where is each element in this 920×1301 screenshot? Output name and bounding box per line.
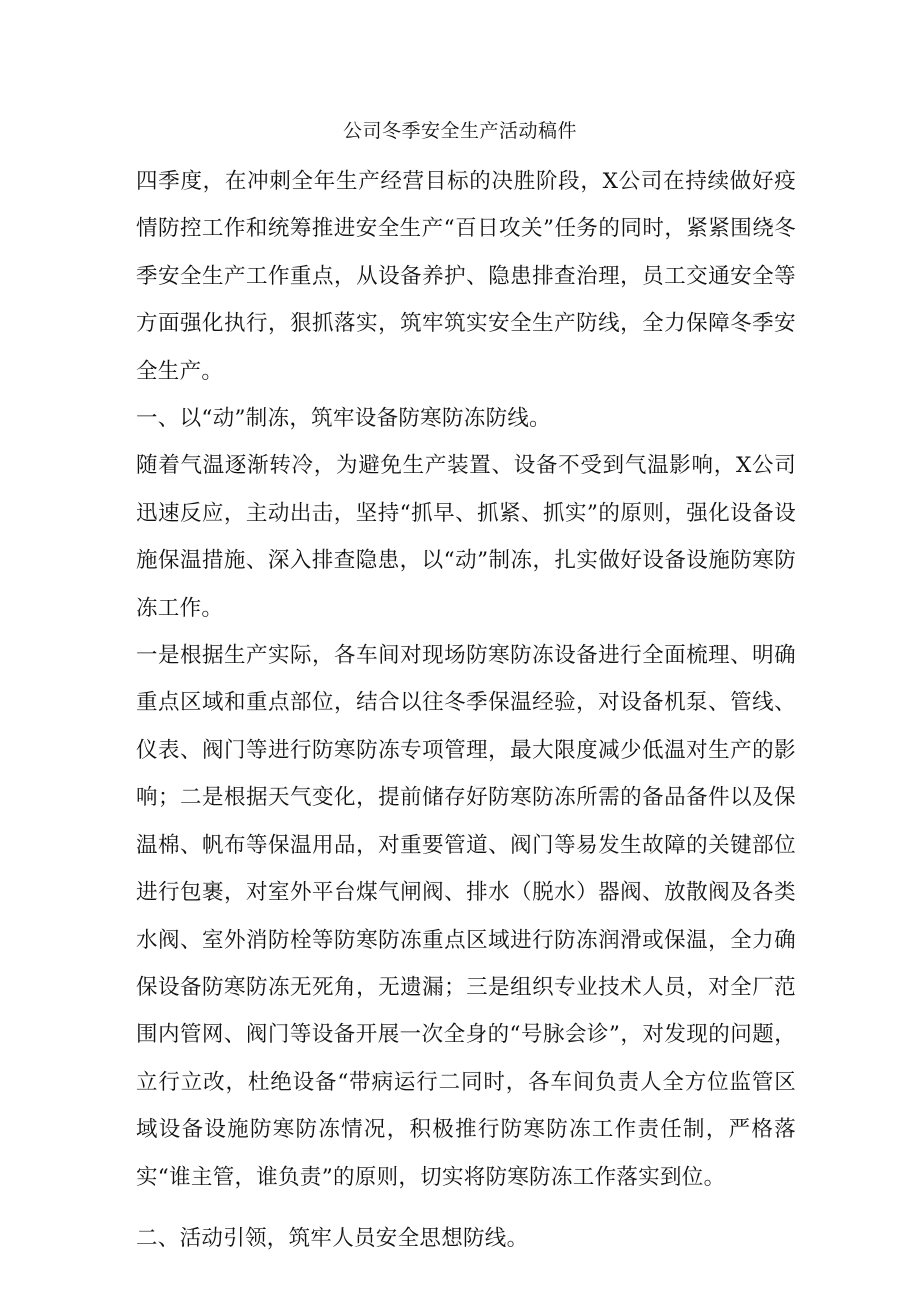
section-one-paragraph: 随着气温逐渐转冷，为避免生产装置、设备不受到气温影响，X公司迅速反应，主动出击，坚持“抓早、抓紧、抓实”的原则，强化设备设施保温措施、深入排查隐患，以“动”制冻，扎实做好设备设施防寒防冻工作。 <box>136 453 796 621</box>
section-two-heading: 二、活动引领，筑牢人员安全思想防线。 <box>136 1225 529 1251</box>
section-one-heading: 一、以“动”制冻，筑牢设备防寒防冻防线。 <box>136 406 551 432</box>
document-title: 公司冬季安全生产活动稿件 <box>342 120 577 142</box>
intro-paragraph: 四季度，在冲刺全年生产经营目标的决胜阶段，X公司在持续做好疫情防控工作和统筹推进安全生产“百日攻关”任务的同时，紧紧围绕冬季安全生产工作重点，从设备养护、隐患排查治理，员工交通安全等方面强化执行，狠抓落实，筑牢筑实安全生产防线，全力保障冬季安全生产。 <box>136 169 796 384</box>
measures-paragraph: 一是根据生产实际，各车间对现场防寒防冻设备进行全面梳理、明确重点区域和重点部位，结合以往冬季保温经验，对设备机泵、管线、仪表、阀门等进行防寒防冻专项管理，最大限度减少低温对生产的影响；二是根据天气变化，提前储存好防寒防冻所需的备品备件以及保温棉、帆布等保温用品，对重要管道、阀门等易发生故障的关键部位进行包裹，对室外平台煤气闸阀、排水（脱水）器阀、放散阀及各类水阀、室外消防栓等防寒防冻重点区域进行防冻润滑或保温，全力确保设备防寒防冻无死角，无遗漏；三是组织专业技术人员，对全厂范围内管网、阀门等设备开展一次全身的“号脉会诊”，对发现的问题，立行立改，杜绝设备“带病运行二同时，各车间负责人全方位监管区域设备设施防寒防冻情况，积极推行防寒防冻工作责任制，严格落实“谁主管，谁负责”的原则，切实将防寒防冻工作落实到位。 <box>136 643 796 1190</box>
document-body <box>136 158 796 1262</box>
